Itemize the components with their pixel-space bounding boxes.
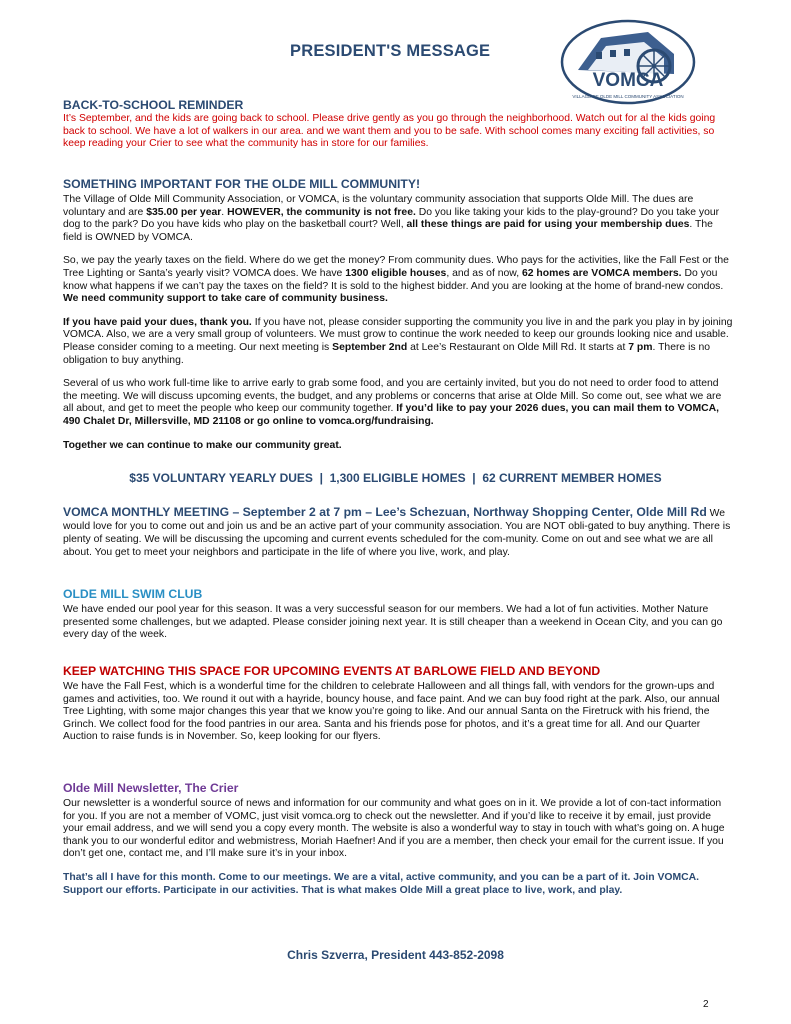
important-paragraph-3: If you have paid your dues, thank you. If you have not, please consider supporting the community you live in and the park you play in by joining VOMCA. Also, we are a very small group of volunteers. We must grow to continue the work needed to keep our grounds looking nice and usable. Please consider coming to a meeting. Our next meeting is September 2nd at Lee’s Restaurant on Olde Mill Rd. It starts at 7 pm. There is no obligation to buy anything. xyxy=(63,316,733,366)
newsletter-section xyxy=(63,781,733,897)
stats-line: $35 VOLUNTARY YEARLY DUES | 1,300 ELIGIBLE HOMES | 62 CURRENT MEMBER HOMES xyxy=(129,471,662,485)
page-number: 2 xyxy=(703,999,709,1010)
important-section xyxy=(63,177,733,452)
important-paragraph-2: So, we pay the yearly taxes on the field. Where do we get the money? From community dues. Who pays for the activities, like the Fall Fest or the Tree Lighting or Santa’s yearly visit? VOMCA does. We have 1300 eligible houses, and as of now, 62 homes are VOMCA members. Do you know what happens if we can’t pay the taxes on the field? It is sold to the highest bidder. And you are looking at the home of brand-new condos. We need community support to take care of community business. xyxy=(63,255,729,305)
meeting-section xyxy=(63,505,733,559)
important-heading: SOMETHING IMPORTANT FOR THE OLDE MILL COMMUNITY! xyxy=(63,177,421,191)
back-to-school-heading: BACK-TO-SCHOOL REMINDER xyxy=(63,98,244,112)
newsletter-body: Our newsletter is a wonderful source of news and information for our community and what goes on in it. We provide a lot of con-tact information for you. If you are not a member of VOMC, just visit vomca.org to check out the newsletter. And if you’d like to receive it by email, just provide your email address, and we will send you a copy every month. The website is also a wonderful way to stay in touch with what’s going on. A huge thank you to our wonderful editor and webmistress, Moriah Haefner! And if you are a member, then check your email for the current issue. If you don’t get one, contact me, and I’ll make sure it’s in your inbox. xyxy=(63,798,725,860)
signature: Chris Szverra, President 443-852-2098 xyxy=(287,948,504,962)
events-section xyxy=(63,664,733,744)
swim-body: We have ended our pool year for this season. It was a very successful season for our members. We had a lot of fun activities. Mother Nature presented some challenges, but we adapted. Please consider joining next year. It is still cheaper than a weekend in Ocean City, and you can go every day of the week. xyxy=(63,604,723,641)
newsletter-heading: Olde Mill Newsletter, The Crier xyxy=(63,781,239,795)
logo-tagline: VILLAGE OF OLDE MILL COMMUNITY ASSOCIATION xyxy=(572,94,684,99)
meeting-body: We would love for you to come out and join us and be an active part of your community association. You are NOT obli-gated to buy anything. There is plenty of seating. We will be discussing the upcoming and current events scheduled for the com-munity. Come on out and see what we are all about. You get to meet your neighbors and participate in the life of where you live, work, and play. xyxy=(63,508,731,558)
page-title: PRESIDENT'S MESSAGE xyxy=(290,42,491,60)
back-to-school-body: It’s September, and the kids are going back to school. Please drive gently as you go through the neighborhood. Watch out for al the kids going back to school. We have a lot of walkers in our area. and we want them and you to be safe. With school comes many exciting fall activities, so keep reading your Crier to see what the community has in store for our families. xyxy=(63,113,716,150)
swim-section xyxy=(63,587,733,642)
back-to-school-section xyxy=(63,98,733,151)
logo-wordmark: VOMCA xyxy=(592,70,664,91)
swim-heading: OLDE MILL SWIM CLUB xyxy=(63,587,203,601)
events-body: We have the Fall Fest, which is a wonderful time for the children to celebrate Halloween and all things fall, with vendors for the grown-ups and games and activities, too. We round it out with a hayride, bouncy house, and face paint. And we can buy food right at the park. Also, our annual Tree Lighting, with some major changes this year that we know you’re going to like. And our annual Santa on the Firetruck with his friend, the Grinch. We collect food for the food pantries in our area. Santa and his friends pose for photos, and it’s a great time for all. And our Quarter Auction to raise funds is in November. So, keep looking for our flyers. xyxy=(63,681,720,743)
meeting-heading: VOMCA MONTHLY MEETING – September 2 at 7 pm – Lee’s Schezuan, Northway Shopping Center, Olde Mill Rd xyxy=(63,505,707,519)
important-paragraph-4: Several of us who work full-time like to arrive early to grab some food, and you are certainly invited, but you do not need to order food to attend the meeting. We will discuss upcoming events, the budget, and any problems or concerns that arise at Olde Mill. So come out, see what we are all about, and get to meet the people who keep our community together. If you’d like to pay your 2026 dues, you can mail them to VOMCA, 490 Chalet Dr, Millersville, MD 21108 or go online to vomca.org/fundraising. xyxy=(63,378,722,427)
closing-paragraph: That’s all I have for this month. Come to our meetings. We are a vital, active community, and you can be a part of it. Join VOMCA. Support our efforts. Participate in our activities. That is what makes Olde Mill a great place to live, work, and play. xyxy=(63,871,700,896)
events-heading: KEEP WATCHING THIS SPACE FOR UPCOMING EVENTS AT BARLOWE FIELD AND BEYOND xyxy=(63,664,601,678)
important-paragraph-5: Together we can continue to make our community great. xyxy=(63,439,342,451)
vomca-logo xyxy=(556,18,706,106)
important-paragraph-1: The Village of Olde Mill Community Association, or VOMCA, is the voluntary community association that supports Olde Mill. The dues are voluntary and are $35.00 per year. HOWEVER, the community is not free. Do you like taking your kids to the play-ground? Do you take your dog to the park? Do you have kids who play on the basketball court? Well, all these things are paid for using your membership dues. The field is OWNED by VOMCA. xyxy=(63,194,720,243)
